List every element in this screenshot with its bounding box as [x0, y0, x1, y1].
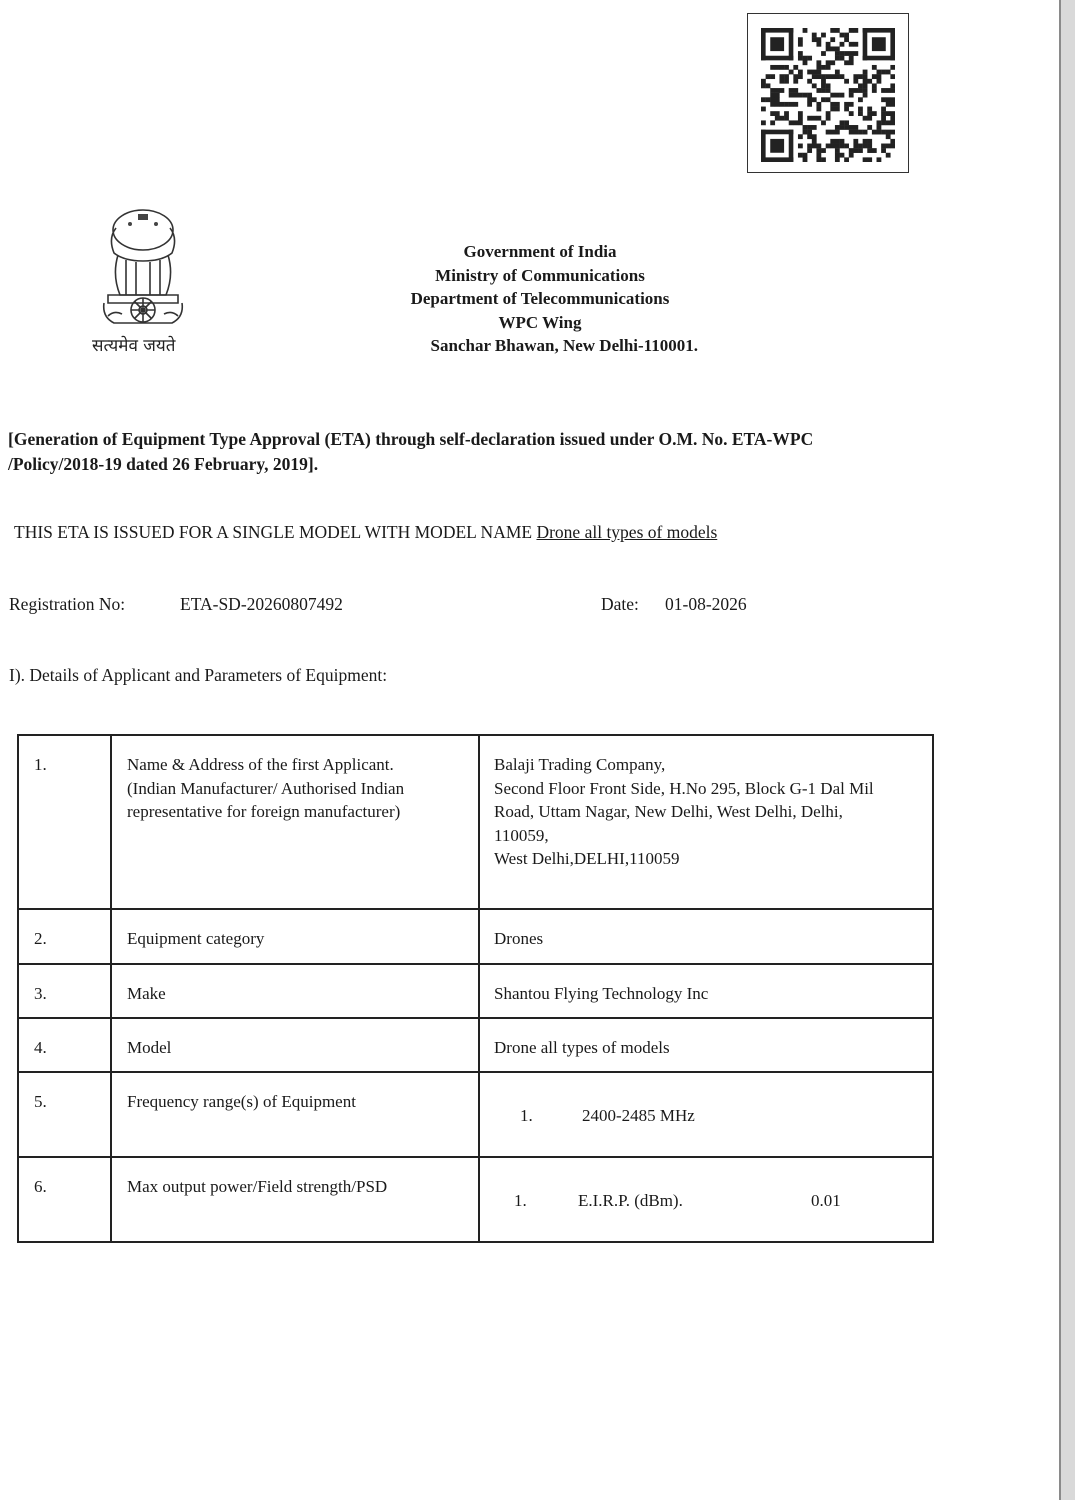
header-ministry: Ministry of Communications: [435, 265, 645, 285]
row-number: 4.: [34, 1038, 47, 1057]
table-row: [18, 909, 933, 964]
row-label-cell: [111, 735, 479, 909]
row-label-cell: [111, 1018, 479, 1072]
power-value: 0.01: [811, 1191, 841, 1210]
row-label: Name & Address of the first Applicant. (Indian Manufacturer/ Authorised Indian representative for foreign manufacturer): [127, 755, 405, 821]
row-value-cell: [479, 735, 933, 909]
row-value-cell: [479, 964, 933, 1018]
row-label: Frequency range(s) of Equipment: [127, 1092, 356, 1111]
power-entry: [480, 1158, 932, 1213]
row-number-cell: [18, 1018, 111, 1072]
table-row: [18, 735, 933, 909]
table-row: [18, 1157, 933, 1242]
issue-note-line1: [Generation of Equipment Type Approval (ETA) through self-declaration issued under O.M. No. ETA-WPC: [8, 429, 814, 449]
row-value-cell: [479, 1018, 933, 1072]
row-label: Model: [127, 1038, 172, 1057]
row-label-cell: [111, 964, 479, 1018]
header-department: Department of Telecommunications: [410, 289, 670, 308]
details-table: [17, 734, 934, 1243]
row-value: Balaji Trading Company, Second Floor Front Side, H.No 295, Block G-1 Dal Mil Road, Uttam Nagar, New Delhi, West Delhi, Delhi, 110059, West Delhi,DELHI,110059: [494, 755, 874, 868]
header-address: Sanchar Bhawan, New Delhi-110001.: [430, 336, 698, 355]
frequency-entry: [480, 1073, 932, 1128]
row-label-cell: [111, 1072, 479, 1157]
qr-code-icon: [761, 28, 895, 162]
power-unit: E.I.R.P. (dBm).: [578, 1191, 683, 1210]
row-number-cell: [18, 964, 111, 1018]
emblem-motto: सत्यमेव जयते: [92, 336, 176, 356]
header-government: Government of India: [463, 242, 617, 261]
page-edge: [1059, 0, 1075, 1500]
table-row: [18, 964, 933, 1018]
row-number-cell: [18, 1157, 111, 1242]
date-label: Date:: [601, 594, 639, 614]
qr-code: [747, 13, 909, 173]
single-model-statement: [14, 522, 717, 543]
row-label: Equipment category: [127, 929, 265, 948]
frequency-value: 2400-2485 MHz: [582, 1106, 695, 1125]
single-model-prefix: THIS ETA IS ISSUED FOR A SINGLE MODEL WITH MODEL NAME: [14, 522, 533, 542]
row-value: Drones: [494, 929, 544, 948]
row-number: 5.: [34, 1092, 47, 1111]
row-number: 1.: [34, 755, 47, 774]
issue-note: [8, 427, 908, 477]
row-label: Max output power/Field strength/PSD: [127, 1177, 388, 1196]
row-label-cell: [111, 909, 479, 964]
frequency-index: 1.: [520, 1106, 533, 1125]
date-value: 01-08-2026: [665, 594, 747, 614]
row-value: Drone all types of models: [494, 1038, 670, 1057]
table-row: [18, 1072, 933, 1157]
row-value-cell: [479, 1072, 933, 1157]
row-value-cell: [479, 1157, 933, 1242]
header-wing: WPC Wing: [498, 312, 582, 332]
power-index: 1.: [514, 1191, 527, 1210]
row-number-cell: [18, 909, 111, 964]
registration-label: Registration No:: [9, 594, 126, 614]
row-number: 3.: [34, 984, 47, 1003]
row-number-cell: [18, 1072, 111, 1157]
table-row: [18, 1018, 933, 1072]
model-name-underlined: Drone all types of models: [536, 522, 718, 542]
page-edge-line: [1059, 0, 1061, 1500]
row-label-cell: [111, 1157, 479, 1242]
letterhead: [380, 240, 700, 358]
row-number: 6.: [34, 1177, 47, 1196]
row-value-cell: [479, 909, 933, 964]
row-number: 2.: [34, 929, 47, 948]
registration-number: ETA-SD-20260807492: [180, 594, 343, 614]
row-label: Make: [127, 984, 166, 1003]
row-number-cell: [18, 735, 111, 909]
issue-note-line2: /Policy/2018-19 dated 26 February, 2019].: [8, 454, 319, 474]
section-title: I). Details of Applicant and Parameters of Equipment:: [9, 665, 388, 685]
row-value: Shantou Flying Technology Inc: [494, 984, 709, 1003]
